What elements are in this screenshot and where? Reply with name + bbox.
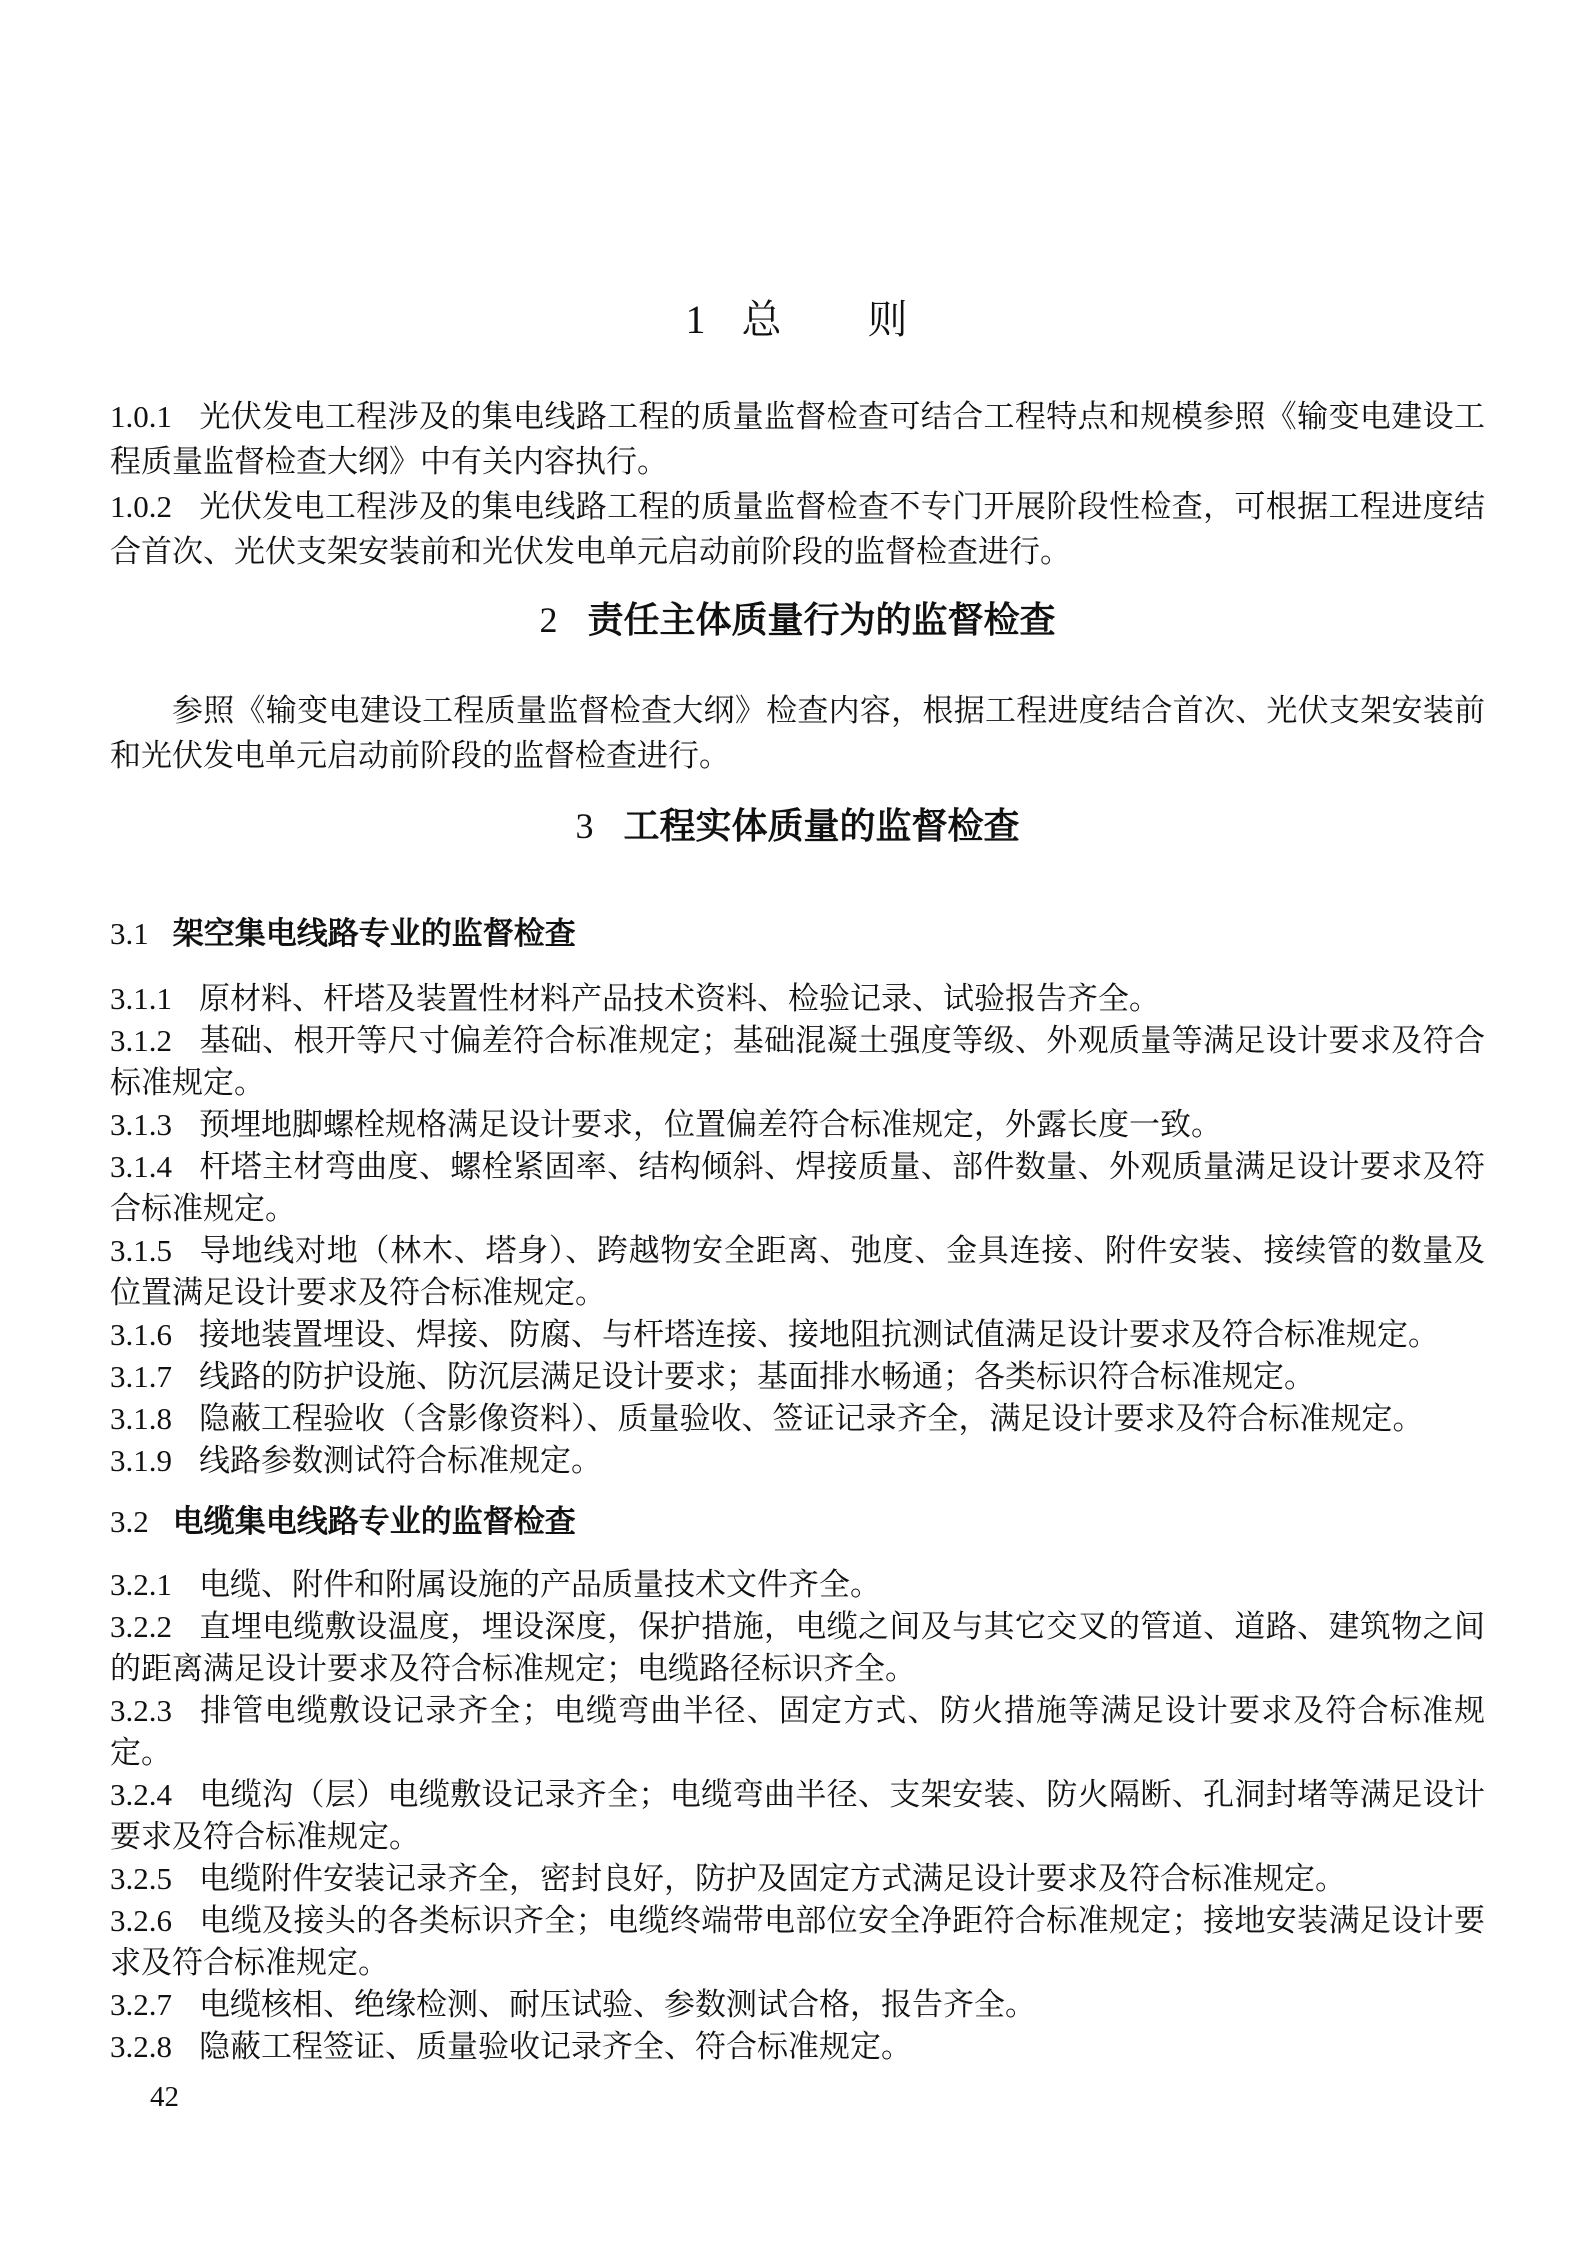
- clause-number: 3.1.7: [110, 1359, 172, 1394]
- clause-text: 光伏发电工程涉及的集电线路工程的质量监督检查可结合工程特点和规模参照《输变电建设工程质量监督检查大纲》中有关内容执行。: [110, 399, 1485, 479]
- section-3-2-number: 3.2: [110, 1504, 149, 1539]
- clause-number: 1.0.1: [110, 399, 172, 434]
- clause-3-1-4: [110, 1146, 1485, 1230]
- clause-text: 接地装置埋设、焊接、防腐、与杆塔连接、接地阻抗测试值满足设计要求及符合标准规定。: [199, 1317, 1439, 1352]
- chapter-3-number: 3: [575, 806, 594, 846]
- section-3-2-heading: [110, 1502, 1485, 1542]
- chapter-1-title: 总 则: [741, 297, 910, 342]
- section-3-2-items: [110, 1564, 1485, 2068]
- chapter-2-paragraph: 参照《输变电建设工程质量监督检查大纲》检查内容，根据工程进度结合首次、光伏支架安装前和光伏发电单元启动前阶段的监督检查进行。: [110, 693, 1485, 773]
- chapter-1-number: 1: [685, 297, 708, 342]
- clause-text: 电缆核相、绝缘检测、耐压试验、参数测试合格，报告齐全。: [199, 1987, 1036, 2022]
- clause-number: 1.0.2: [110, 489, 172, 524]
- clause-number: 3.2.2: [110, 1609, 172, 1644]
- clause-text: 基础、根开等尺寸偏差符合标准规定；基础混凝土强度等级、外观质量等满足设计要求及符合标准规定。: [110, 1023, 1485, 1100]
- clause-number: 3.2.6: [110, 1903, 172, 1938]
- clause-3-1-2: [110, 1020, 1485, 1104]
- clause-3-2-7: [110, 1984, 1485, 2026]
- clause-3-1-7: [110, 1356, 1485, 1398]
- clause-3-1-6: [110, 1314, 1485, 1356]
- clause-3-2-5: [110, 1858, 1485, 1900]
- clause-number: 3.1.8: [110, 1401, 172, 1436]
- clause-text: 杆塔主材弯曲度、螺栓紧固率、结构倾斜、焊接质量、部件数量、外观质量满足设计要求及符合标准规定。: [110, 1149, 1485, 1226]
- chapter-2-title: 责任主体质量行为的监督检查: [587, 599, 1056, 640]
- clause-text: 线路参数测试符合标准规定。: [199, 1443, 602, 1478]
- clause-text: 排管电缆敷设记录齐全；电缆弯曲半径、固定方式、防火措施等满足设计要求及符合标准规定。: [110, 1693, 1485, 1770]
- section-3-2-title: 电缆集电线路专业的监督检查: [172, 1504, 576, 1539]
- clause-text: 隐蔽工程验收（含影像资料）、质量验收、签证记录齐全，满足设计要求及符合标准规定。: [199, 1401, 1424, 1436]
- clause-text: 隐蔽工程签证、质量验收记录齐全、符合标准规定。: [199, 2029, 912, 2064]
- clause-number: 3.2.5: [110, 1861, 172, 1896]
- clause-3-2-8: [110, 2026, 1485, 2068]
- clause-number: 3.1.5: [110, 1233, 172, 1268]
- clause-3-1-5: [110, 1230, 1485, 1314]
- chapter-3-heading: [110, 804, 1485, 848]
- clause-1-0-2: [110, 484, 1485, 574]
- clause-3-1-1: [110, 978, 1485, 1020]
- clause-number: 3.1.2: [110, 1023, 172, 1058]
- clause-text: 预埋地脚螺栓规格满足设计要求，位置偏差符合标准规定，外露长度一致。: [199, 1107, 1222, 1142]
- clause-text: 电缆及接头的各类标识齐全；电缆终端带电部位安全净距符合标准规定；接地安装满足设计要求及符合标准规定。: [110, 1903, 1485, 1980]
- clause-3-2-1: [110, 1564, 1485, 1606]
- clause-number: 3.1.1: [110, 981, 172, 1016]
- clause-3-2-6: [110, 1900, 1485, 1984]
- section-3-1-number: 3.1: [110, 916, 149, 951]
- chapter-1-heading: [110, 296, 1485, 344]
- clause-3-1-9: [110, 1440, 1485, 1482]
- clause-3-2-4: [110, 1774, 1485, 1858]
- clause-3-1-8: [110, 1398, 1485, 1440]
- section-3-1-heading: [110, 914, 1485, 954]
- clause-text: 电缆、附件和附属设施的产品质量技术文件齐全。: [199, 1567, 881, 1602]
- chapter-3-title: 工程实体质量的监督检查: [623, 805, 1020, 846]
- clause-text: 原材料、杆塔及装置性材料产品技术资料、检验记录、试验报告齐全。: [199, 981, 1160, 1016]
- clause-number: 3.2.3: [110, 1693, 172, 1728]
- clause-text: 光伏发电工程涉及的集电线路工程的质量监督检查不专门开展阶段性检查，可根据工程进度结合首次、光伏支架安装前和光伏发电单元启动前阶段的监督检查进行。: [110, 489, 1485, 569]
- section-3-1-items: [110, 978, 1485, 1482]
- chapter-2-heading: [110, 598, 1485, 642]
- clause-number: 3.1.4: [110, 1149, 172, 1184]
- clause-number: 3.1.6: [110, 1317, 172, 1352]
- chapter-2-number: 2: [539, 600, 558, 640]
- chapter-1-body: [110, 394, 1485, 574]
- clause-3-2-3: [110, 1690, 1485, 1774]
- clause-text: 电缆沟（层）电缆敷设记录齐全；电缆弯曲半径、支架安装、防火隔断、孔洞封堵等满足设计要求及符合标准规定。: [110, 1777, 1485, 1854]
- clause-number: 3.2.7: [110, 1987, 172, 2022]
- clause-3-2-2: [110, 1606, 1485, 1690]
- clause-1-0-1: [110, 394, 1485, 484]
- clause-text: 导地线对地（林木、塔身）、跨越物安全距离、弛度、金具连接、附件安装、接续管的数量及位置满足设计要求及符合标准规定。: [110, 1233, 1485, 1310]
- clause-3-1-3: [110, 1104, 1485, 1146]
- clause-text: 电缆附件安装记录齐全，密封良好，防护及固定方式满足设计要求及符合标准规定。: [199, 1861, 1346, 1896]
- clause-number: 3.1.3: [110, 1107, 172, 1142]
- clause-number: 3.2.8: [110, 2029, 172, 2064]
- clause-number: 3.2.4: [110, 1777, 172, 1812]
- clause-text: 线路的防护设施、防沉层满足设计要求；基面排水畅通；各类标识符合标准规定。: [199, 1359, 1315, 1394]
- section-3-1-title: 架空集电线路专业的监督检查: [172, 916, 576, 951]
- clause-text: 直埋电缆敷设温度，埋设深度，保护措施，电缆之间及与其它交叉的管道、道路、建筑物之间的距离满足设计要求及符合标准规定；电缆路径标识齐全。: [110, 1609, 1485, 1686]
- page-number: 42: [150, 2081, 179, 2113]
- clause-number: 3.1.9: [110, 1443, 172, 1478]
- clause-number: 3.2.1: [110, 1567, 172, 1602]
